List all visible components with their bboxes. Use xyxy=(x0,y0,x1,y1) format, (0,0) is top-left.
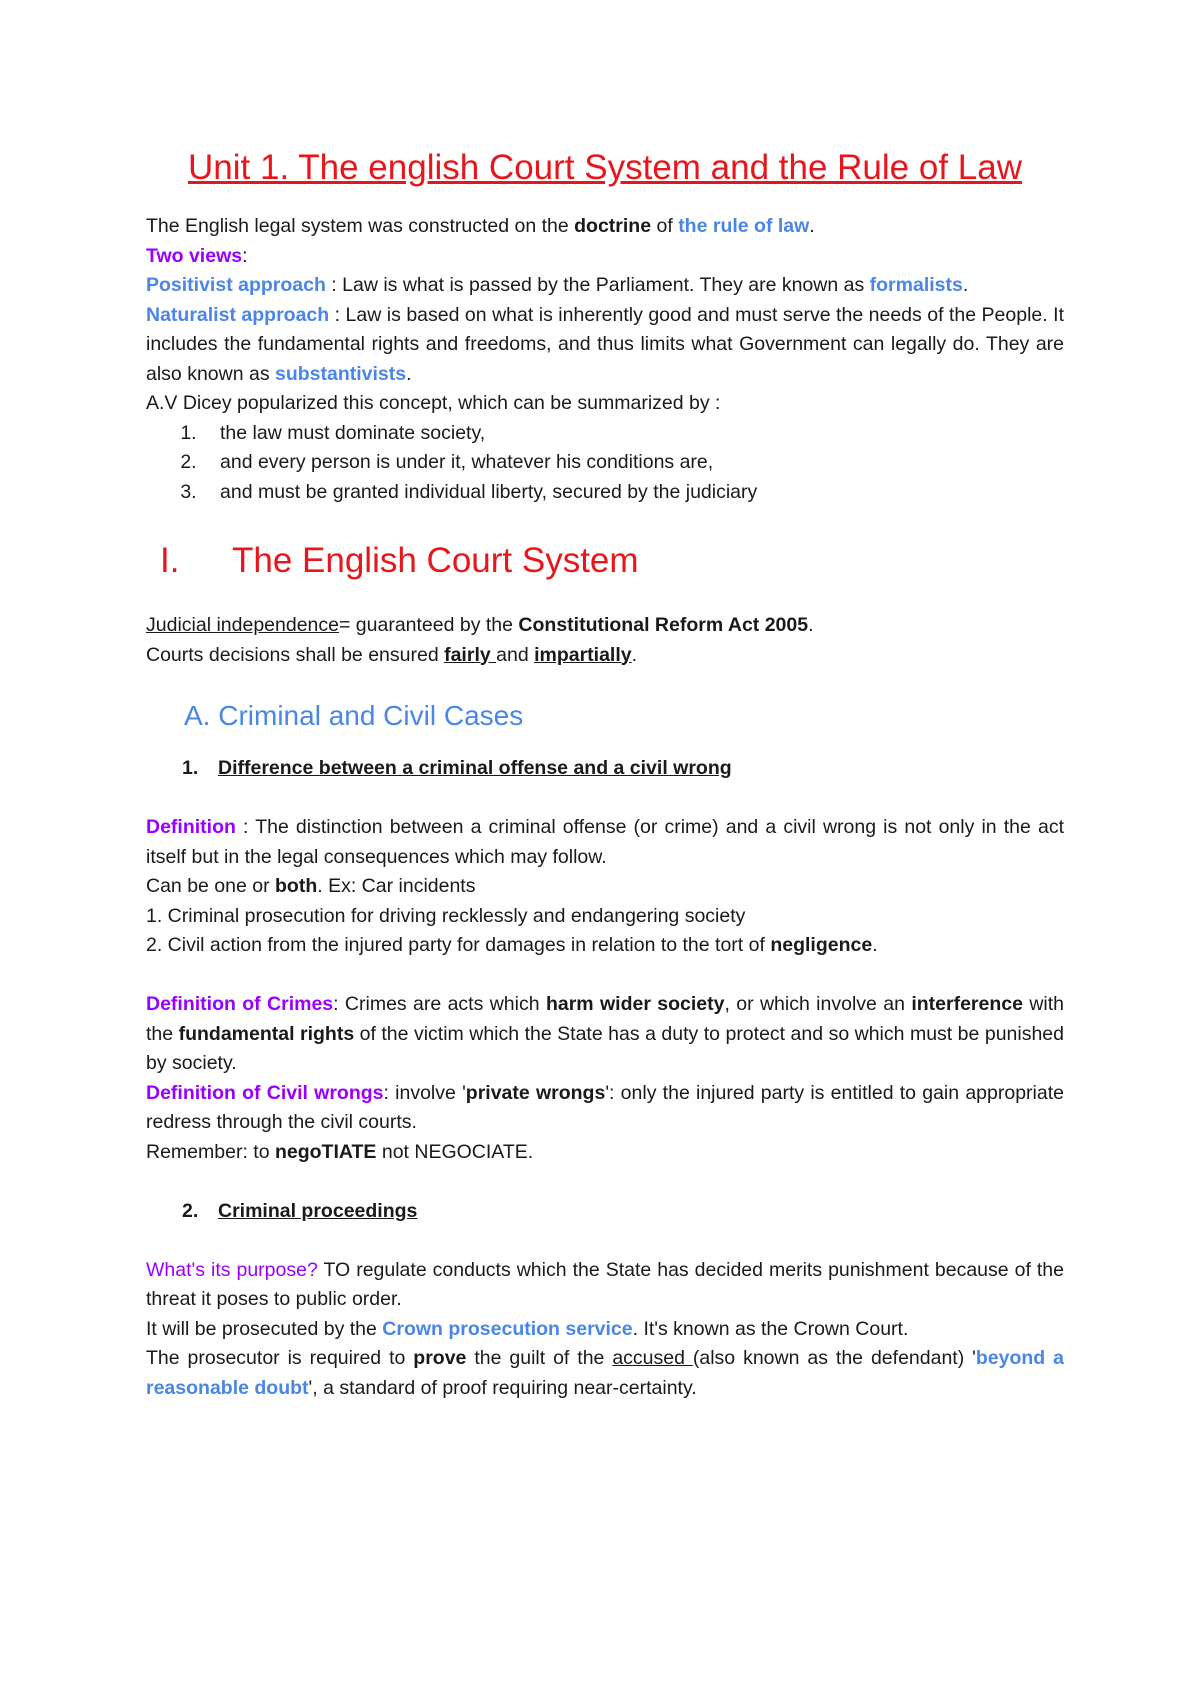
section-number: I. xyxy=(160,541,180,580)
period: . xyxy=(872,934,878,956)
naturalist-label: Naturalist approach xyxy=(146,303,330,326)
heading-number: 2. xyxy=(182,1199,199,1222)
crimes-label: Definition of Crimes xyxy=(146,993,334,1015)
numbered-heading xyxy=(146,1197,1064,1227)
crimes-definition-paragraph xyxy=(146,990,1064,1079)
doctrine-term: doctrine xyxy=(574,215,652,237)
body-text: ', a standard of proof requiring near-certainty. xyxy=(308,1376,697,1399)
body-text: = guaranteed by the xyxy=(338,614,519,636)
intro-text: The English legal system was constructed on the xyxy=(146,215,575,237)
definition-text: : The distinction between a criminal offense (or crime) and a civil wrong is not only in the act itself but in the legal consequences which may follow. xyxy=(146,816,1064,868)
fundamental-rights-term: fundamental rights xyxy=(178,1022,355,1045)
body-text: ': only the injured party is entitled to gain appropriate redress through the civil courts. xyxy=(146,1081,1064,1133)
purpose-label: What's its purpose? xyxy=(146,1258,318,1281)
body-text: and xyxy=(496,643,535,666)
body-text: . It's known as the Crown Court. xyxy=(632,1317,909,1340)
body-text: : Crimes are acts which xyxy=(333,993,546,1015)
body-text: TO regulate conducts which the State has decided merits punishment because of the threat it poses to public order. xyxy=(146,1258,1064,1310)
purpose-paragraph xyxy=(146,1256,1064,1315)
document-title: Unit 1. The english Court System and the Rule of Law xyxy=(188,148,1022,187)
formalists-term: formalists xyxy=(869,274,963,296)
body-text: not NEGOCIATE. xyxy=(376,1140,534,1163)
definition-label: Definition xyxy=(146,816,236,838)
dicey-list xyxy=(146,419,1064,508)
body-text: : involve ' xyxy=(383,1081,466,1104)
list-item: 2. and every person is under it, whatever his conditions are, xyxy=(202,448,1064,478)
negotiate-term: negoTIATE xyxy=(274,1140,377,1163)
colon: : xyxy=(242,244,248,267)
numbered-heading xyxy=(146,754,1064,784)
civil-wrongs-label: Definition of Civil wrongs xyxy=(146,1081,384,1104)
fairly-term: fairly xyxy=(444,643,497,666)
definition-paragraph xyxy=(146,813,1064,872)
prove-term: prove xyxy=(413,1347,467,1369)
civil-wrongs-paragraph xyxy=(146,1079,1064,1138)
both-term: both xyxy=(275,875,318,897)
heading-number: 1. xyxy=(182,757,199,779)
section-heading xyxy=(146,537,1064,585)
negligence-term: negligence xyxy=(770,934,873,956)
accused-term: accused xyxy=(612,1347,693,1369)
two-views-line xyxy=(146,242,1064,272)
cps-term: Crown prosecution service xyxy=(382,1317,633,1340)
period: . xyxy=(631,643,638,666)
two-views-label: Two views xyxy=(146,244,243,267)
remember-line xyxy=(146,1138,1064,1168)
spacer xyxy=(146,1167,1064,1197)
document-body xyxy=(146,144,1064,1403)
list-item xyxy=(146,931,1064,961)
both-line xyxy=(146,872,1064,902)
body-text: 2. Civil action from the injured party for damages in relation to the tort of xyxy=(146,934,771,956)
subsection-heading: A. Criminal and Civil Cases xyxy=(184,700,524,731)
cps-line xyxy=(146,1315,1064,1345)
body-text: It will be prosecuted by the xyxy=(146,1317,383,1340)
period: . xyxy=(406,362,412,385)
list-item: 1. the law must dominate society, xyxy=(202,419,1064,449)
intro-text: . xyxy=(809,215,815,237)
body-text: The prosecutor is required to xyxy=(146,1347,414,1369)
judicial-independence-term: Judicial independence xyxy=(146,614,339,636)
intro-paragraph xyxy=(146,212,1064,242)
heading-title: Criminal proceedings xyxy=(218,1199,418,1222)
reasonable-doubt-term: beyond a reasonable doubt xyxy=(146,1347,1064,1399)
body-text: of the victim which the State has a duty to protect and so which must be punished by society. xyxy=(146,1022,1065,1074)
section-title: The English Court System xyxy=(232,541,639,580)
period: . xyxy=(962,274,969,296)
dicey-line: A.V Dicey popularized this concept, which can be summarized by : xyxy=(146,392,721,414)
proof-paragraph xyxy=(146,1344,1064,1403)
body-text: (also known as the defendant) ' xyxy=(692,1347,976,1369)
positivist-paragraph xyxy=(146,271,1064,301)
impartially-term: impartially xyxy=(534,643,632,666)
judicial-independence-line xyxy=(146,611,1064,641)
substantivists-term: substantivists xyxy=(275,362,407,385)
body-text: Can be one or xyxy=(146,875,276,897)
spacer xyxy=(146,961,1064,991)
rule-of-law-term: the rule of law xyxy=(678,215,810,237)
body-text: Courts decisions shall be ensured xyxy=(146,643,445,666)
body-text: . Ex: Car incidents xyxy=(317,875,476,897)
naturalist-paragraph xyxy=(146,301,1064,390)
positivist-label: Positivist approach xyxy=(146,274,326,296)
period: . xyxy=(808,614,814,636)
body-text: , or which involve an xyxy=(724,993,912,1015)
private-wrongs-term: private wrongs xyxy=(465,1081,606,1104)
harm-term: harm wider society xyxy=(545,993,725,1015)
courts-decisions-line xyxy=(146,641,1064,671)
heading-title: Difference between a criminal offense and a civil wrong xyxy=(218,757,732,779)
naturalist-text: : Law is based on what is inherently good and must serve the needs of the People. It includes the fundamental rights and freedoms, and thus limits what Government can legally do. They are also known as xyxy=(146,303,1064,385)
body-text: the guilt of the xyxy=(466,1347,613,1369)
body-text: with the xyxy=(146,993,1064,1045)
interference-term: interference xyxy=(911,993,1023,1015)
intro-text: of xyxy=(651,215,679,237)
positivist-text: : Law is what is passed by the Parliament. They are known as xyxy=(325,274,870,296)
body-text: Remember: to xyxy=(146,1140,275,1163)
list-item: 1. Criminal prosecution for driving recklessly and endangering society xyxy=(146,904,746,927)
list-item: 3. and must be granted individual liberty, secured by the judiciary xyxy=(202,478,1064,508)
act-name: Constitutional Reform Act 2005 xyxy=(518,614,809,636)
